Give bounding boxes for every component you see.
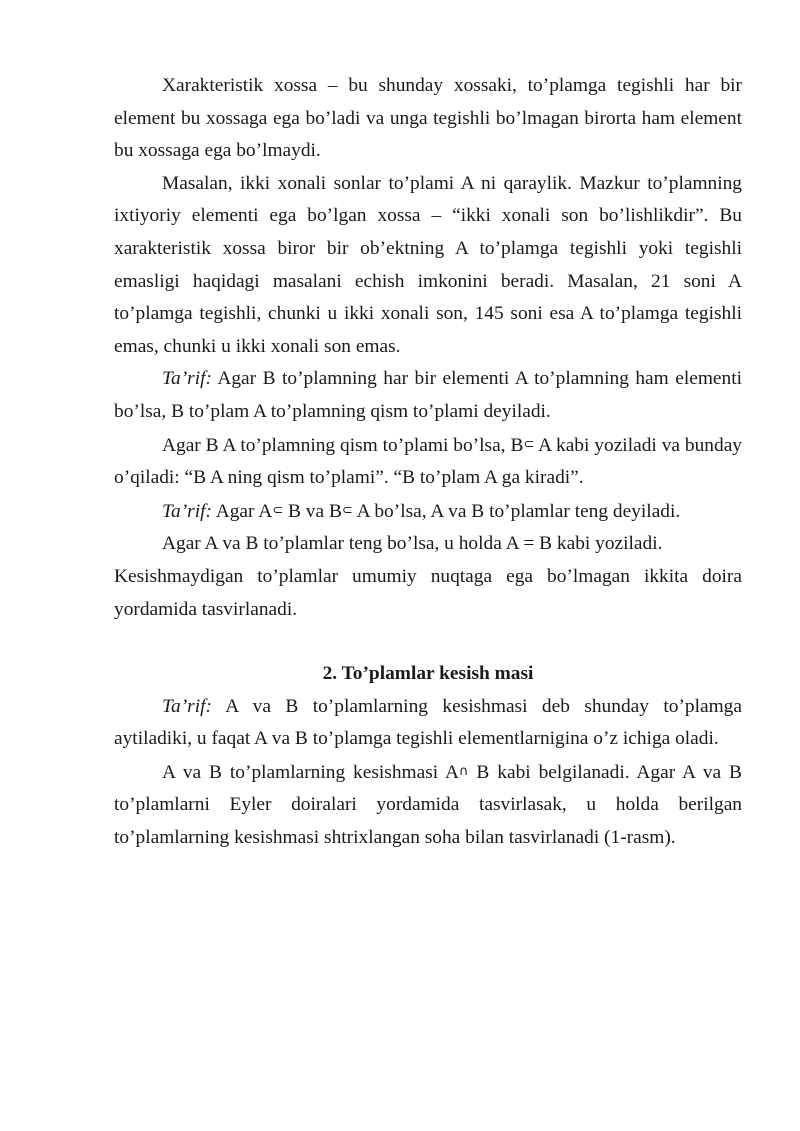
paragraph-subset-notation (114, 429, 742, 495)
intersection-symbol: ∩ (459, 763, 469, 779)
text-fragment: A bo’lsa, A va B to’plamlar teng deyiladi. (352, 500, 681, 522)
document-page (114, 70, 742, 855)
definition-text: A va B to’plamlarning kesishmasi deb shunday to’plamga aytiladiki, u faqat A va B to’plamga tegishli elementlarnigina o’z ichiga oladi. (114, 695, 742, 750)
text-fragment: A va B to’plamlarning kesishmasi A (162, 761, 459, 783)
paragraph-definition-equal-sets (114, 495, 742, 529)
text-fragment: A kabi yoziladi va bunday o’qiladi: “B A ning qism to’plami”. “B to’plam A ga kiradi”. (114, 434, 742, 489)
subset-symbol: ⊂ (272, 502, 284, 518)
text-fragment: Agar A (211, 500, 273, 522)
definition-label: Ta’rif: (162, 695, 212, 717)
text-fragment: Agar B A to’plamning qism to’plami bo’lsa, B (162, 434, 524, 456)
section-heading: 2. To’plamlar kesish masi (322, 663, 534, 685)
paragraph-intersection-notation (114, 756, 742, 855)
text-fragment: B kabi belgilanadi. Agar A va B to’plamlarni Eyler doiralari yordamida tasvirlasak, u holda berilgan to’plamlarning kesishmasi shtrixlangan soha bilan tasvirlanadi (1-rasm). (114, 761, 742, 849)
text-fragment: B va B (283, 500, 342, 522)
paragraph-definition-subset (114, 363, 742, 428)
definition-label: Ta’rif: (162, 500, 212, 522)
paragraph-characteristic-property: Xarakteristik xossa – bu shunday xossaki, to’plamga tegishli har bir element bu xossaga ega bo’ladi va unga tegishli bo’lmagan birorta ham element bu xossaga ega bo’lmaydi. (114, 75, 742, 162)
paragraph-definition-intersection (114, 691, 742, 756)
paragraph-example-two-digit: Masalan, ikki xonali sonlar to’plami A ni qaraylik. Mazkur to’plamning ixtiyoriy elementi ega bo’lgan xossa – “ikki xonali son bo’lishlikdir”. Bu xarakteristik xossa biror bir ob’ektning A to’plamga tegishli yoki tegishli emasligi haqidagi masalani echish imkonini beradi. Masalan, 21 soni A to’plamga tegishli, chunki u ikki xonali son, 145 soni esa A to’plamga tegishli emas, chunki u ikki xonali son emas. (114, 172, 742, 357)
definition-text: Agar B to’plamning har bir elementi A to’plamning ham elementi bo’lsa, B to’plam A to’plamning qism to’plami deyiladi. (114, 368, 742, 422)
definition-label: Ta’rif: (162, 368, 212, 390)
subset-symbol: ⊂ (523, 436, 535, 452)
subset-symbol: ⊂ (341, 502, 353, 518)
paragraph-disjoint-sets: Kesishmaydigan to’plamlar umumiy nuqtaga ega bo’lmagan ikkita doira yordamida tasvirlanadi. (114, 565, 742, 620)
paragraph-equal-notation: Agar A va B to’plamlar teng bo’lsa, u holda A = B kabi yoziladi. (162, 533, 663, 555)
